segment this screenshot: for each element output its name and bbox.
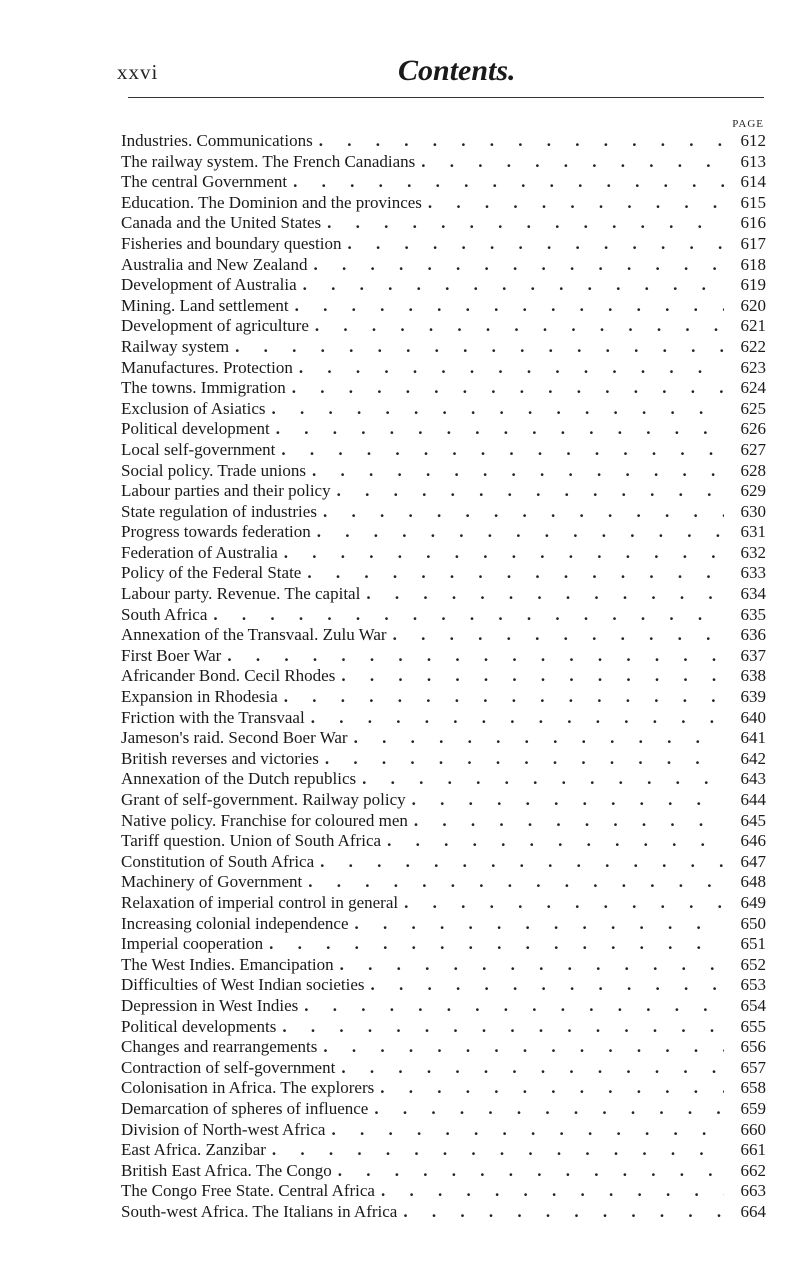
entry-page-number: 623	[740, 357, 766, 377]
dot-leader	[335, 1058, 724, 1079]
entry-title: Fisheries and boundary question	[121, 233, 342, 253]
entry-page-number: 640	[740, 707, 766, 727]
contents-entry	[121, 934, 766, 955]
dot-leader	[276, 1017, 724, 1038]
entry-title: Division of North-west Africa	[121, 1119, 326, 1139]
entry-page-number: 639	[740, 687, 766, 707]
entry-title: Jameson's raid. Second Boer War	[121, 728, 348, 748]
dot-leader	[356, 769, 724, 790]
entry-page-number: 656	[740, 1037, 766, 1057]
entry-title: Constitution of South Africa	[121, 851, 315, 871]
entry-page-number: 660	[740, 1119, 766, 1139]
dot-leader	[342, 234, 725, 255]
entry-title: Manufactures. Protection	[121, 357, 293, 377]
dot-leader	[397, 1202, 724, 1223]
contents-entry	[121, 399, 766, 420]
entry-page-number: 653	[740, 975, 766, 995]
dot-leader	[306, 461, 724, 482]
entry-title: Relaxation of imperial control in general	[121, 892, 399, 912]
entry-title: State regulation of industries	[121, 501, 317, 521]
entry-page-number: 662	[740, 1160, 766, 1180]
entry-page-number: 644	[740, 790, 766, 809]
entry-page-number: 615	[740, 192, 766, 212]
entry-page-number: 628	[740, 460, 766, 480]
entry-title: Railway system	[121, 336, 230, 356]
entry-title: Education. The Dominion and the provinces	[121, 192, 422, 212]
entry-title: Local self-government	[121, 439, 276, 459]
dot-leader	[325, 1120, 724, 1141]
entry-page-number: 658	[740, 1078, 766, 1098]
entry-page-number: 652	[740, 954, 766, 974]
dot-leader	[278, 543, 724, 564]
entry-page-number: 620	[740, 295, 766, 315]
contents-entry	[121, 1037, 766, 1058]
contents-entry	[121, 1120, 766, 1141]
contents-entry	[121, 1099, 766, 1120]
contents-entry	[121, 378, 766, 399]
entry-page-number: 637	[740, 645, 766, 665]
dot-leader	[270, 419, 724, 440]
contents-entry	[121, 1202, 766, 1223]
dot-leader	[375, 1181, 724, 1202]
dot-leader	[360, 584, 724, 605]
entry-title: British East Africa. The Congo	[121, 1160, 332, 1180]
dot-leader	[331, 481, 724, 502]
entry-page-number: 641	[740, 728, 766, 748]
entry-title: South Africa	[121, 604, 208, 624]
dot-leader	[293, 358, 724, 379]
entry-page-number: 625	[740, 398, 766, 418]
dot-leader	[319, 749, 724, 770]
contents-entry	[121, 193, 766, 214]
dot-leader	[348, 728, 724, 749]
entry-page-number: 629	[740, 481, 766, 501]
dot-leader	[368, 1099, 724, 1120]
dot-leader	[381, 831, 724, 852]
entry-page-number: 612	[740, 131, 766, 150]
dot-leader	[387, 625, 724, 646]
entry-page-number: 650	[740, 913, 766, 933]
contents-entry	[121, 543, 766, 564]
entry-title: Demarcation of spheres of influence	[121, 1098, 369, 1118]
contents-entry	[121, 213, 766, 234]
entry-title: Federation of Australia	[121, 542, 278, 562]
page-number: xxvi	[117, 60, 159, 84]
dot-leader	[317, 502, 724, 523]
running-title: Contents.	[398, 54, 516, 87]
entry-title: Tariff question. Union of South Africa	[121, 831, 382, 851]
entry-title: Mining. Land settlement	[121, 295, 289, 315]
contents-entry	[121, 461, 766, 482]
dot-leader	[309, 316, 724, 337]
contents-entry	[121, 131, 766, 152]
dot-leader	[313, 131, 724, 152]
entry-title: Australia and New Zealand	[121, 254, 308, 274]
entry-page-number: 622	[740, 336, 766, 356]
entry-title: Political development	[121, 419, 270, 439]
entry-page-number: 645	[740, 810, 766, 830]
dot-leader	[314, 852, 724, 873]
entry-page-number: 664	[740, 1201, 766, 1221]
entry-title: Contraction of self-government	[121, 1057, 336, 1077]
entry-title: Development of agriculture	[121, 316, 309, 336]
dot-leader	[275, 440, 724, 461]
entry-page-number: 634	[740, 584, 766, 604]
contents-entry	[121, 1078, 766, 1099]
entry-page-number: 651	[740, 934, 766, 954]
entry-page-number: 621	[740, 316, 766, 336]
dot-leader	[398, 893, 724, 914]
dot-leader	[305, 708, 724, 729]
dot-leader	[266, 1140, 724, 1161]
entry-title: Political developments	[121, 1016, 277, 1036]
entry-title: Africander Bond. Cecil Rhodes	[121, 666, 336, 686]
entry-page-number: 649	[740, 892, 766, 912]
entry-title: The West Indies. Emancipation	[121, 954, 334, 974]
contents-entry	[121, 605, 766, 626]
dot-leader	[289, 296, 724, 317]
entry-page-number: 631	[740, 522, 766, 542]
entry-title: Imperial cooperation	[121, 934, 264, 954]
dot-leader	[298, 996, 724, 1017]
entry-title: Annexation of the Dutch republics	[121, 769, 357, 789]
dot-leader	[263, 934, 724, 955]
dot-leader	[286, 378, 724, 399]
contents-entry	[121, 316, 766, 337]
dot-leader	[278, 687, 724, 708]
contents-entry	[121, 522, 766, 543]
contents-entry	[121, 275, 766, 296]
header-rule	[128, 97, 764, 98]
contents-entry	[121, 872, 766, 893]
dot-leader	[301, 563, 724, 584]
contents-entry	[121, 337, 766, 358]
entry-title: Annexation of the Transvaal. Zulu War	[121, 625, 387, 645]
entry-title: Labour parties and their policy	[121, 481, 331, 501]
dot-leader	[349, 914, 724, 935]
contents-entry	[121, 666, 766, 687]
entry-title: First Boer War	[121, 645, 222, 665]
entry-title: Difficulties of West Indian societies	[121, 975, 365, 995]
entry-title: Increasing colonial independence	[121, 913, 349, 933]
contents-entry	[121, 749, 766, 770]
entry-page-number: 624	[740, 378, 766, 398]
entry-page-number: 636	[740, 625, 766, 645]
contents-entry	[121, 728, 766, 749]
dot-leader	[307, 255, 724, 276]
contents-entry	[121, 708, 766, 729]
entry-page-number: 613	[740, 151, 766, 171]
entry-page-number: 616	[740, 213, 766, 233]
contents-entry	[121, 440, 766, 461]
entry-page-number: 630	[740, 501, 766, 521]
contents-entry	[121, 955, 766, 976]
dot-leader	[302, 872, 724, 893]
dot-leader	[321, 213, 724, 234]
entry-page-number: 617	[740, 233, 766, 253]
entry-title: Exclusion of Asiatics	[121, 398, 266, 418]
entry-title: Canada and the United States	[121, 213, 322, 233]
contents-entry	[121, 1058, 766, 1079]
entry-page-number: 633	[740, 563, 766, 583]
entry-title: Development of Australia	[121, 275, 297, 295]
entry-title: The towns. Immigration	[121, 378, 286, 398]
entry-page-number: 619	[740, 275, 766, 295]
contents-entry	[121, 172, 766, 193]
contents-list	[121, 131, 766, 1222]
contents-entry	[121, 975, 766, 996]
entry-title: Labour party. Revenue. The capital	[121, 584, 361, 604]
dot-leader	[265, 399, 724, 420]
contents-entry	[121, 296, 766, 317]
contents-entry	[121, 255, 766, 276]
entry-page-number: 642	[740, 748, 766, 768]
dot-leader	[374, 1078, 724, 1099]
contents-entry	[121, 1017, 766, 1038]
entry-title: Progress towards federation	[121, 522, 311, 542]
contents-entry	[121, 481, 766, 502]
dot-leader	[335, 666, 724, 687]
dot-leader	[297, 275, 724, 296]
contents-entry	[121, 646, 766, 667]
entry-title: Expansion in Rhodesia	[121, 687, 278, 707]
entry-page-number: 638	[740, 666, 766, 686]
dot-leader	[365, 975, 724, 996]
entry-page-number: 643	[740, 769, 766, 789]
entry-title: The railway system. The French Canadians	[121, 151, 416, 171]
dot-leader	[221, 646, 724, 667]
page-header	[0, 0, 800, 100]
entry-title: Industries. Communications	[121, 131, 313, 150]
entry-title: Social policy. Trade unions	[121, 460, 306, 480]
dot-leader	[207, 605, 724, 626]
dot-leader	[311, 522, 724, 543]
dot-leader	[334, 955, 724, 976]
dot-leader	[422, 193, 724, 214]
contents-entry	[121, 996, 766, 1017]
contents-entry	[121, 1181, 766, 1202]
contents-entry	[121, 811, 766, 832]
dot-leader	[332, 1161, 724, 1182]
entry-title: Friction with the Transvaal	[121, 707, 305, 727]
entry-title: Policy of the Federal State	[121, 563, 302, 583]
entry-page-number: 647	[740, 851, 766, 871]
entry-title: British reverses and victories	[121, 748, 319, 768]
entry-page-number: 661	[740, 1140, 766, 1160]
entry-title: East Africa. Zanzibar	[121, 1140, 266, 1160]
entry-page-number: 648	[740, 872, 766, 892]
entry-page-number: 654	[740, 995, 766, 1015]
entry-title: South-west Africa. The Italians in Africa	[121, 1201, 398, 1221]
entry-title: Machinery of Government	[121, 872, 303, 892]
contents-entry	[121, 234, 766, 255]
dot-leader	[229, 337, 724, 358]
dot-leader	[317, 1037, 724, 1058]
entry-page-number: 655	[740, 1016, 766, 1036]
contents-entry	[121, 625, 766, 646]
entry-page-number: 618	[740, 254, 766, 274]
entry-page-number: 635	[740, 604, 766, 624]
entry-page-number: 632	[740, 542, 766, 562]
contents-entry	[121, 687, 766, 708]
contents-entry	[121, 852, 766, 873]
contents-entry	[121, 152, 766, 173]
contents-entry	[121, 831, 766, 852]
dot-leader	[406, 790, 724, 811]
dot-leader	[287, 172, 724, 193]
entry-title: The Congo Free State. Central Africa	[121, 1181, 375, 1201]
contents-entry	[121, 502, 766, 523]
entry-page-number: 663	[740, 1181, 766, 1201]
entry-title: Native policy. Franchise for coloured men	[121, 810, 408, 830]
contents-entry	[121, 790, 766, 811]
dot-leader	[408, 811, 724, 832]
contents-entry	[121, 1161, 766, 1182]
entry-page-number: 646	[740, 831, 766, 851]
entry-title: Depression in West Indies	[121, 995, 299, 1015]
entry-page-number: 627	[740, 439, 766, 459]
entry-title: Grant of self-government. Railway policy	[121, 790, 406, 809]
entry-page-number: 626	[740, 419, 766, 439]
contents-entry	[121, 1140, 766, 1161]
contents-entry	[121, 358, 766, 379]
entry-title: The central Government	[121, 172, 288, 192]
entry-title: Colonisation in Africa. The explorers	[121, 1078, 375, 1098]
contents-entry	[121, 563, 766, 584]
dot-leader	[415, 152, 724, 173]
contents-entry	[121, 584, 766, 605]
contents-entry	[121, 419, 766, 440]
contents-entry	[121, 914, 766, 935]
contents-entry	[121, 893, 766, 914]
entry-page-number: 614	[740, 172, 766, 192]
entry-page-number: 657	[740, 1057, 766, 1077]
entry-page-number: 659	[740, 1098, 766, 1118]
page-column-label: PAGE	[732, 118, 764, 130]
contents-entry	[121, 769, 766, 790]
entry-title: Changes and rearrangements	[121, 1037, 318, 1057]
